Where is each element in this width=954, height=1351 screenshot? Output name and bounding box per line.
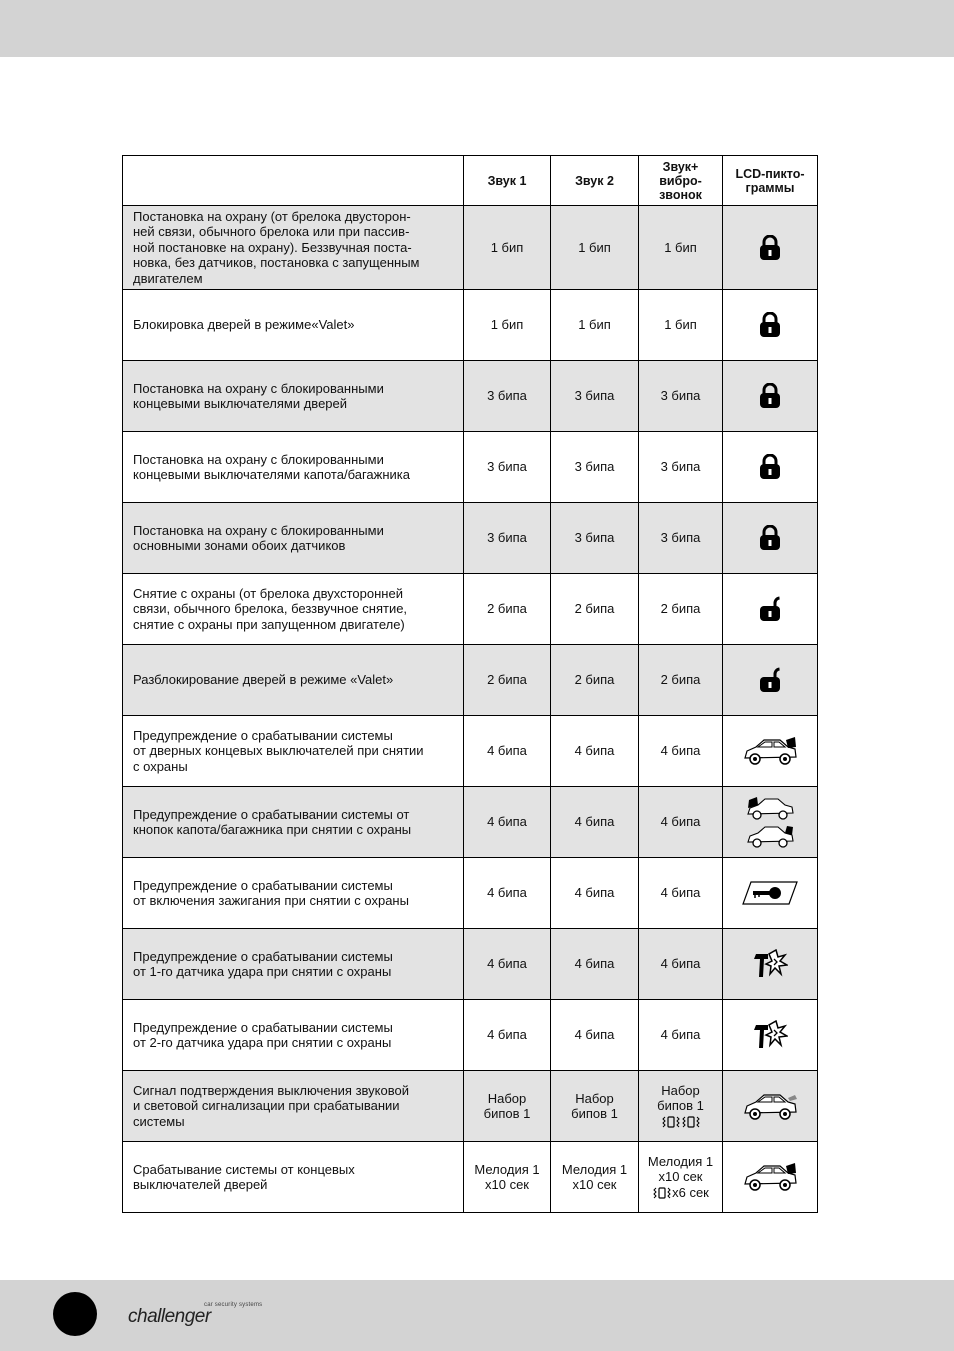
row-description: Предупреждение о срабатывании системы от 2-го датчика удара при снятии с охраны bbox=[123, 1000, 464, 1071]
header-lcd-icons: LCD-пикто- граммы bbox=[723, 156, 818, 206]
sound-1-value: 4 бипа bbox=[464, 929, 551, 1000]
row-description: Предупреждение о срабатывании системы от включения зажигания при снятии с охраны bbox=[123, 858, 464, 929]
sound-1-value: 4 бипа bbox=[464, 716, 551, 787]
vibro-duration: х6 сек bbox=[672, 1184, 709, 1200]
lcd-icon-cell bbox=[723, 716, 818, 787]
table-row bbox=[123, 929, 818, 1000]
brand-logo bbox=[128, 1300, 268, 1332]
sound-2-value: 4 бипа bbox=[551, 787, 639, 858]
vibro-icon bbox=[652, 1186, 672, 1200]
sound-vibro-value bbox=[639, 645, 723, 716]
header-description bbox=[123, 156, 464, 206]
lcd-icon-cell bbox=[723, 787, 818, 858]
sound-vibro-text: 1 бип bbox=[664, 317, 697, 333]
sound-vibro-value bbox=[639, 361, 723, 432]
sound-1-value: 3 бипа bbox=[464, 432, 551, 503]
lcd-icon-cell bbox=[723, 290, 818, 361]
top-band bbox=[0, 0, 954, 57]
table-header-row bbox=[123, 156, 818, 206]
header-sound-vibro: Звук+ вибро- звонок bbox=[639, 156, 723, 206]
sound-2-value: 3 бипа bbox=[551, 361, 639, 432]
sound-2-value: 1 бип bbox=[551, 290, 639, 361]
table-row bbox=[123, 361, 818, 432]
lcd-icon-cell bbox=[723, 1142, 818, 1213]
lock-closed-icon bbox=[723, 525, 817, 551]
car-door-icon bbox=[723, 734, 817, 768]
lock-open-icon bbox=[723, 596, 817, 622]
shock-sensor-icon bbox=[723, 1020, 817, 1050]
table-row bbox=[123, 206, 818, 290]
sound-2-value: 3 бипа bbox=[551, 503, 639, 574]
sound-1-value: 4 бипа bbox=[464, 858, 551, 929]
table-row bbox=[123, 503, 818, 574]
sound-1-value: 1 бип bbox=[464, 206, 551, 290]
sound-2-value: Мелодия 1 х10 сек bbox=[551, 1142, 639, 1213]
table-row bbox=[123, 716, 818, 787]
table-row bbox=[123, 290, 818, 361]
brand-name: challenger bbox=[128, 1306, 211, 1327]
row-description: Предупреждение о срабатывании системы от дверных концевых выключателей при снятии с охраны bbox=[123, 716, 464, 787]
row-description: Постановка на охрану (от брелока двусторон- ней связи, обычного брелока или при пассив- ной постановке на охрану). Беззвучная поста- новка, без датчиков, постановка с запущенным двигателем bbox=[123, 206, 464, 290]
row-description: Срабатывание системы от концевых выключателей дверей bbox=[123, 1142, 464, 1213]
sound-vibro-text: 1 бип bbox=[664, 239, 697, 255]
lock-open-icon bbox=[723, 667, 817, 693]
table-row bbox=[123, 574, 818, 645]
sound-vibro-text: 2 бипа bbox=[660, 672, 701, 688]
sound-2-value: 1 бип bbox=[551, 206, 639, 290]
sound-2-value: 4 бипа bbox=[551, 1000, 639, 1071]
sound-vibro-value bbox=[639, 1071, 723, 1142]
lcd-icon-cell bbox=[723, 432, 818, 503]
table-row bbox=[123, 1071, 818, 1142]
sound-2-value: 3 бипа bbox=[551, 432, 639, 503]
vibro-line bbox=[639, 1185, 722, 1201]
row-description: Блокировка дверей в режиме«Valet» bbox=[123, 290, 464, 361]
sound-1-value: 3 бипа bbox=[464, 503, 551, 574]
sound-2-value: 4 бипа bbox=[551, 858, 639, 929]
sound-1-value: 1 бип bbox=[464, 290, 551, 361]
lcd-icon-cell bbox=[723, 858, 818, 929]
sound-vibro-text: 2 бипа bbox=[660, 601, 701, 617]
sound-vibro-text: Набор бипов 1 bbox=[657, 1082, 704, 1114]
car-door-icon bbox=[723, 1160, 817, 1194]
sound-vibro-text: 4 бипа bbox=[660, 956, 701, 972]
sound-vibro-value bbox=[639, 574, 723, 645]
sound-1-value: Мелодия 1 х10 сек bbox=[464, 1142, 551, 1213]
sound-vibro-text: 3 бипа bbox=[660, 388, 701, 404]
sound-vibro-value bbox=[639, 1000, 723, 1071]
row-description: Постановка на охрану с блокированными концевыми выключателями дверей bbox=[123, 361, 464, 432]
row-description: Разблокирование дверей в режиме «Valet» bbox=[123, 645, 464, 716]
sound-vibro-value bbox=[639, 503, 723, 574]
sound-vibro-value bbox=[639, 1142, 723, 1213]
car-hood-trunk-icon bbox=[723, 794, 817, 850]
sound-vibro-value bbox=[639, 787, 723, 858]
lcd-icon-cell bbox=[723, 503, 818, 574]
lock-closed-icon bbox=[723, 383, 817, 409]
vibro-icon bbox=[661, 1115, 681, 1129]
sound-vibro-value bbox=[639, 858, 723, 929]
lcd-icon-cell bbox=[723, 1000, 818, 1071]
page-marker bbox=[53, 1292, 97, 1336]
lock-closed-icon bbox=[723, 312, 817, 338]
table-row bbox=[123, 1142, 818, 1213]
sound-vibro-text: 3 бипа bbox=[660, 530, 701, 546]
sound-vibro-text: 4 бипа bbox=[660, 885, 701, 901]
row-description: Постановка на охрану с блокированными основными зонами обоих датчиков bbox=[123, 503, 464, 574]
sound-1-value: 4 бипа bbox=[464, 787, 551, 858]
sound-2-value: 2 бипа bbox=[551, 574, 639, 645]
sound-vibro-value bbox=[639, 290, 723, 361]
vibro-icon bbox=[681, 1115, 701, 1129]
header-sound-2: Звук 2 bbox=[551, 156, 639, 206]
lcd-icon-cell bbox=[723, 1071, 818, 1142]
row-description: Сигнал подтверждения выключения звуковой и световой сигнализации при срабатывании системы bbox=[123, 1071, 464, 1142]
sound-1-value: 2 бипа bbox=[464, 645, 551, 716]
lock-closed-icon bbox=[723, 454, 817, 480]
sound-vibro-text: Мелодия 1 х10 сек bbox=[647, 1153, 714, 1185]
vibro-line bbox=[639, 1114, 722, 1130]
table-row bbox=[123, 432, 818, 503]
row-description: Предупреждение о срабатывании системы от 1-го датчика удара при снятии с охраны bbox=[123, 929, 464, 1000]
shock-sensor-icon bbox=[723, 949, 817, 979]
sound-vibro-value bbox=[639, 929, 723, 1000]
sound-vibro-text: 3 бипа bbox=[660, 459, 701, 475]
sound-vibro-text: 4 бипа bbox=[660, 743, 701, 759]
row-description: Постановка на охрану с блокированными концевыми выключателями капота/багажника bbox=[123, 432, 464, 503]
ignition-key-icon bbox=[723, 878, 817, 908]
sound-1-value: 2 бипа bbox=[464, 574, 551, 645]
sound-vibro-text: 4 бипа bbox=[660, 814, 701, 830]
sound-vibro-text: 4 бипа bbox=[660, 1027, 701, 1043]
signal-table bbox=[122, 155, 818, 1213]
sound-2-value: 2 бипа bbox=[551, 645, 639, 716]
sound-2-value: 4 бипа bbox=[551, 716, 639, 787]
table-row bbox=[123, 787, 818, 858]
sound-vibro-value bbox=[639, 206, 723, 290]
sound-1-value: 3 бипа bbox=[464, 361, 551, 432]
lcd-icon-cell bbox=[723, 574, 818, 645]
lock-closed-icon bbox=[723, 235, 817, 261]
row-description: Снятие с охраны (от брелока двухсторонней связи, обычного брелока, беззвучное снятие, снятие с охраны при запущенном двигателе) bbox=[123, 574, 464, 645]
sound-vibro-value bbox=[639, 716, 723, 787]
sound-1-value: 4 бипа bbox=[464, 1000, 551, 1071]
lcd-icon-cell bbox=[723, 645, 818, 716]
header-sound-1: Звук 1 bbox=[464, 156, 551, 206]
lcd-icon-cell bbox=[723, 929, 818, 1000]
table-row bbox=[123, 645, 818, 716]
sound-2-value: Набор бипов 1 bbox=[551, 1071, 639, 1142]
brand-tagline: car security systems bbox=[204, 1302, 263, 1308]
lcd-icon-cell bbox=[723, 206, 818, 290]
row-description: Предупреждение о срабатывании системы от кнопок капота/багажника при снятии с охраны bbox=[123, 787, 464, 858]
table-row bbox=[123, 858, 818, 929]
sound-vibro-value bbox=[639, 432, 723, 503]
sound-2-value: 4 бипа bbox=[551, 929, 639, 1000]
table-row bbox=[123, 1000, 818, 1071]
lcd-icon-cell bbox=[723, 361, 818, 432]
sound-1-value: Набор бипов 1 bbox=[464, 1071, 551, 1142]
car-icon bbox=[723, 1089, 817, 1123]
